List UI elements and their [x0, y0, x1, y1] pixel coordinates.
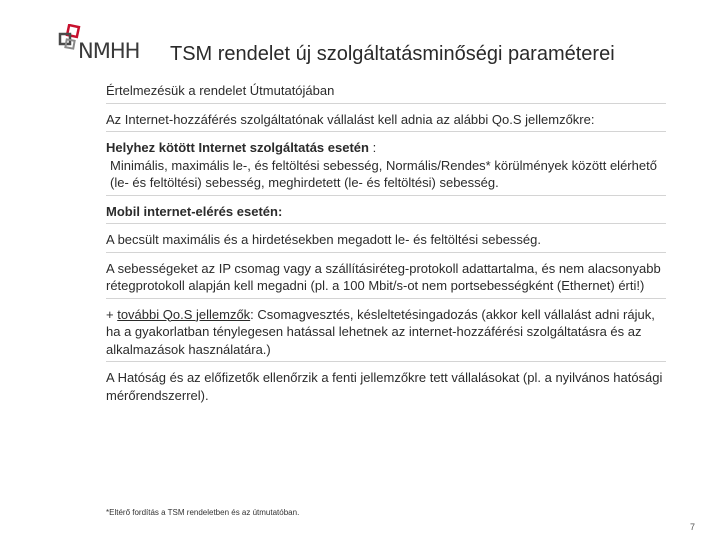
- further-prefix: +: [106, 306, 118, 322]
- slide-content: [106, 82, 666, 416]
- fixed-text: Minimális, maximális le-, és feltöltési sebesség, Normális/Rendes* körülmények között elérhető (le- és feltöltési) sebesség, meghirdetett (le- és feltöltési) sebesség.: [106, 157, 666, 196]
- further-qos-paragraph: [106, 306, 666, 363]
- fixed-heading-suffix: :: [368, 140, 377, 155]
- authority-text: A Hatóság és az előfizetők ellenőrzik a fenti jellemzőkre tett vállalásokat (pl. a nyilvános hatósági mérőrendszerrel).: [106, 370, 663, 403]
- fixed-heading-line: [106, 139, 666, 157]
- footnote: *Eltérő fordítás a TSM rendeletben és az útmutatóban.: [106, 508, 300, 517]
- speeds-text: A sebességeket az IP csomag vagy a szállításiréteg-protokoll adattartalma, és nem alacsonyabb rétegprotokoll alapján kell megadni (pl. a 100 Mbit/s-ot nem portsebességként (Ethernet) érti!): [106, 260, 666, 299]
- intro-text: Az Internet-hozzáférés szolgáltatónak vállalást kell adnia az alábbi Qo.S jellemzőkre:: [106, 111, 666, 133]
- page-number: 7: [690, 522, 696, 532]
- mobile-heading: Mobil internet-elérés esetén:: [106, 203, 666, 225]
- mobile-text: A becsült maximális és a hirdetésekben megadott le- és feltöltési sebesség.: [106, 231, 666, 253]
- further-qos-link[interactable]: további Qo.S jellemzők: [117, 306, 251, 322]
- subtitle: Értelmezésük a rendelet Útmutatójában: [106, 82, 666, 104]
- fixed-heading: Helyhez kötött Internet szolgáltatás esetén: [106, 140, 369, 155]
- further-text: : Csomagvesztés, késleltetésingadozás (akkor kell vállalást adni rájuk, ha a gyakorlatban ténylegesen hatással lehetnek az internet-hozzáférési szolgáltatásra és az alkalmazások használatára.): [106, 306, 655, 357]
- page-title: TSM rendelet új szolgáltatásminőségi paraméterei: [170, 43, 615, 65]
- logo-text: NMHH: [78, 39, 140, 63]
